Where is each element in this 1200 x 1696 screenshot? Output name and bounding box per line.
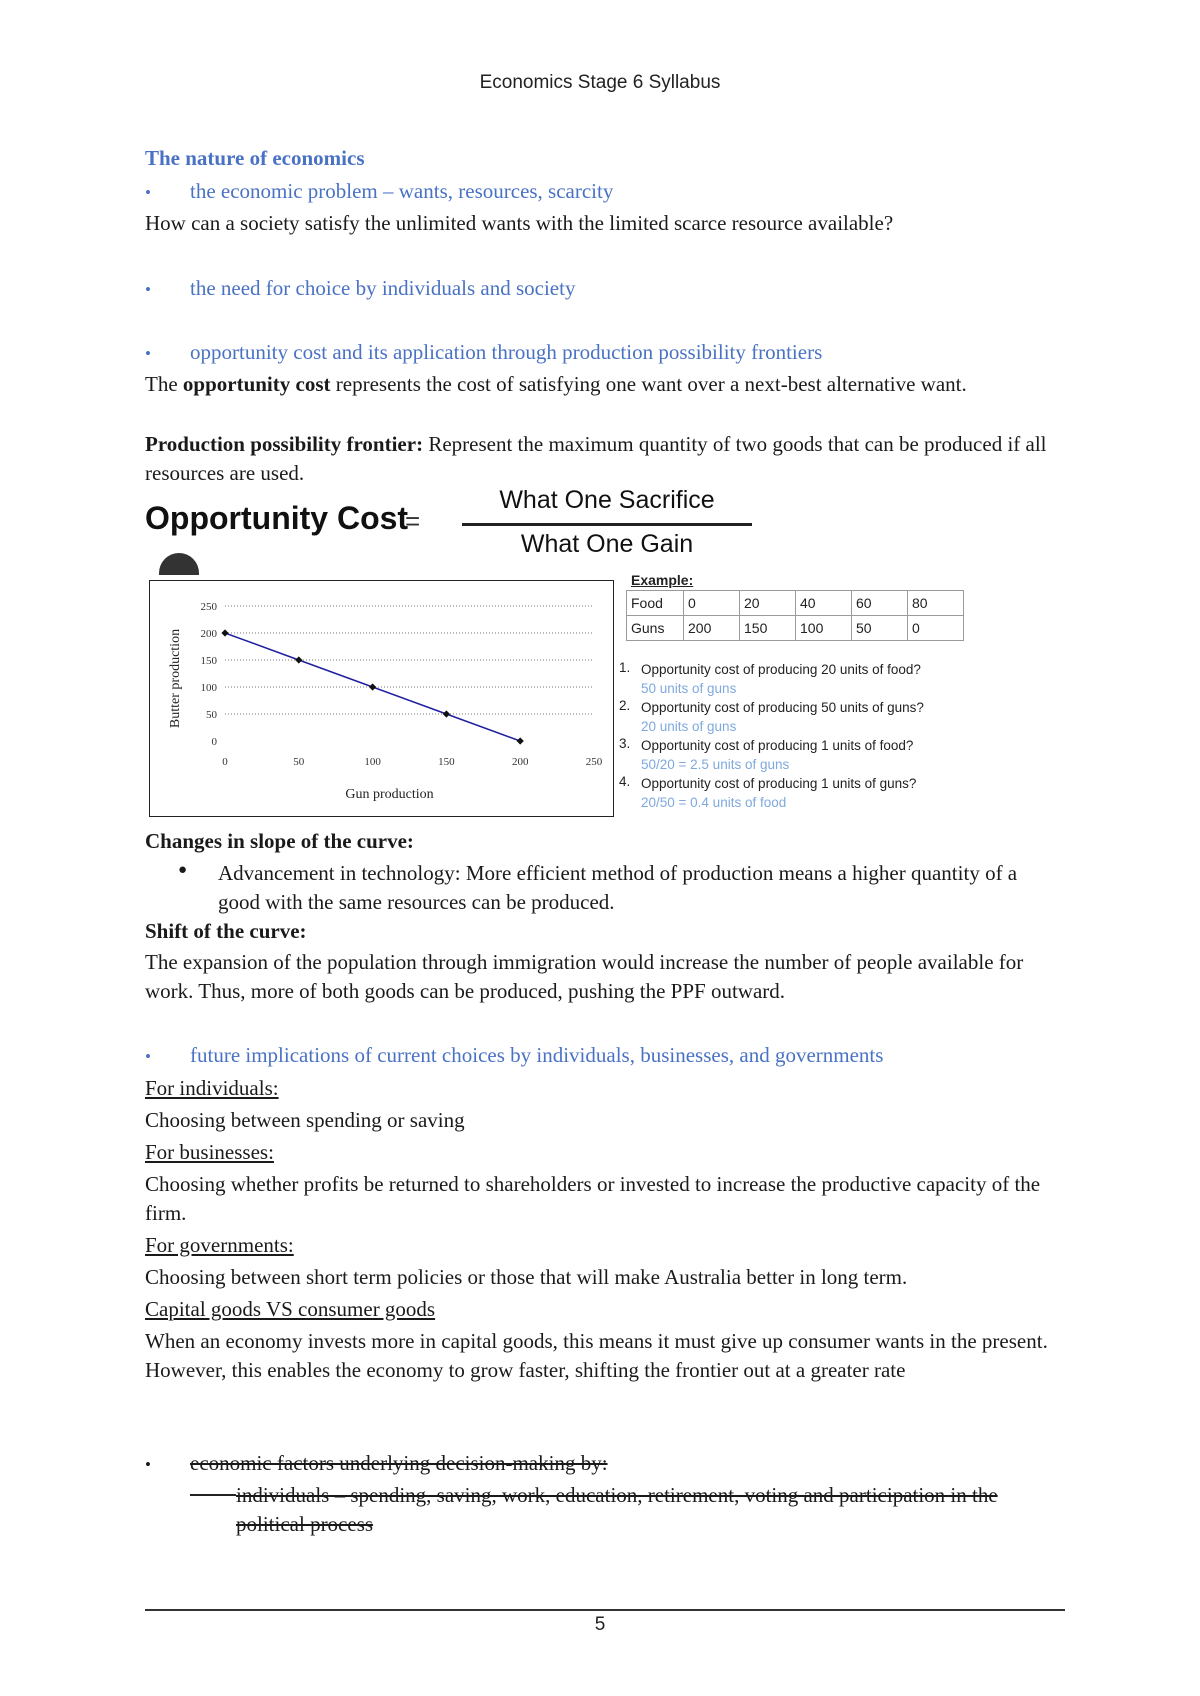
x-tick-label: 100 [364, 756, 381, 768]
row-header: Food [627, 591, 684, 616]
topic-2: the need for choice by individuals and society [190, 276, 576, 300]
data-point [443, 710, 450, 717]
ppf-term: Production possibility frontier: [145, 432, 424, 456]
question-text: Opportunity cost of producing 50 units of guns? [641, 700, 924, 715]
topic-bullet [145, 1449, 151, 1479]
slope-heading: Changes in slope of the curve: [145, 829, 414, 853]
topic-bullet [145, 274, 151, 304]
example-label: Example: [631, 572, 694, 588]
question-text: Opportunity cost of producing 1 units of food? [641, 738, 914, 753]
x-tick-label: 50 [293, 756, 305, 768]
formula-lhs: Opportunity Cost [145, 500, 409, 536]
question-answer: 20 units of guns [641, 719, 737, 734]
topic-bullet [145, 177, 151, 207]
slope-item: Advancement in technology: More efficient method of production means a higher quantity of a good with the same resources can be produced. [218, 861, 1018, 914]
table-cell: 150 [740, 616, 796, 641]
question-text: Opportunity cost of producing 20 units of food? [641, 662, 921, 677]
y-tick-label: 100 [200, 682, 217, 694]
y-tick-label: 150 [200, 655, 217, 667]
bullet-dot: • [145, 280, 151, 299]
bullet-dot: • [145, 1047, 151, 1066]
list-item [619, 774, 1001, 812]
question-answer: 50/20 = 2.5 units of guns [641, 757, 790, 772]
page-header: Economics Stage 6 Syllabus [479, 72, 721, 93]
data-point [369, 683, 376, 690]
footer-rule [145, 1609, 1065, 1611]
y-tick-label: 250 [200, 601, 217, 613]
opportunity-cost-definition [145, 370, 1065, 399]
fraction-bar [462, 523, 752, 526]
formula-numerator: What One Sacrifice [499, 486, 715, 514]
bullet-dot: • [145, 1455, 151, 1474]
ppf-chart-svg [150, 581, 613, 816]
def-pre: The [145, 372, 183, 396]
list-item [619, 660, 1001, 698]
x-tick-label: 200 [511, 756, 529, 768]
table-row [627, 591, 964, 616]
x-tick-label: 250 [585, 756, 603, 768]
question-text: Opportunity cost of producing 1 units of guns? [641, 776, 917, 791]
topic-4: future implications of current choices by individuals, businesses, and governments [190, 1043, 884, 1067]
capital-goods-text: When an economy invests more in capital goods, this means it must give up consumer wants in the present. However, this enables the economy to grow faster, shifting the frontier out at a greater rate [145, 1329, 1048, 1382]
y-tick-label: 200 [200, 628, 217, 640]
table-cell: 60 [852, 591, 908, 616]
shift-heading: Shift of the curve: [145, 919, 307, 943]
individuals-heading: For individuals: [145, 1076, 279, 1100]
table-cell: 200 [684, 616, 740, 641]
topic-bullet [145, 338, 151, 368]
bullet-dot: ● [178, 862, 188, 878]
table-cell: 100 [796, 616, 852, 641]
businesses-text: Choosing whether profits be returned to shareholders or invested to increase the productive capacity of the firm. [145, 1172, 1041, 1225]
capital-goods-heading: Capital goods VS consumer goods [145, 1297, 436, 1321]
list-item [619, 698, 1001, 736]
formula-denominator: What One Gain [520, 530, 694, 558]
x-tick-label: 150 [438, 756, 455, 768]
example-table [626, 590, 964, 641]
data-point [221, 629, 228, 636]
bullet-dot: • [145, 344, 151, 363]
ppf-chart [149, 580, 614, 817]
x-tick-label: 0 [222, 756, 228, 768]
section-title: The nature of economics [145, 146, 365, 170]
shift-text: The expansion of the population through immigration would increase the number of people available for work. Thus, more of both goods can be produced, pushing the PPF outward. [145, 950, 1024, 1003]
table-cell: 40 [796, 591, 852, 616]
topic-3: opportunity cost and its application through production possibility frontiers [190, 340, 823, 364]
table-cell: 20 [740, 591, 796, 616]
row-header: Guns [627, 616, 684, 641]
table-row [627, 616, 964, 641]
table-cell: 80 [908, 591, 964, 616]
topic-bullet [145, 1041, 151, 1071]
governments-text: Choosing between short term policies or those that will make Australia better in long term. [145, 1265, 908, 1289]
bullet-dot: • [145, 183, 151, 202]
x-axis-label: Gun production [345, 787, 434, 802]
question-answer: 20/50 = 0.4 units of food [641, 795, 787, 810]
topic-5: economic factors underlying decision-making by: [190, 1451, 608, 1475]
ppf-definition [145, 430, 1065, 488]
governments-heading: For governments: [145, 1233, 294, 1257]
question-number: 3. [619, 736, 631, 751]
table-cell: 0 [684, 591, 740, 616]
question-answer: 50 units of guns [641, 681, 737, 696]
question-number: 4. [619, 774, 631, 789]
individuals-text: Choosing between spending or saving [145, 1108, 465, 1132]
def-term: opportunity cost [182, 372, 331, 396]
question-number: 1. [619, 660, 631, 675]
data-point [517, 737, 524, 744]
businesses-heading: For businesses: [145, 1140, 274, 1164]
topic-1: the economic problem – wants, resources, scarcity [190, 179, 614, 203]
y-tick-label: 0 [211, 736, 217, 748]
struck-subitem: individuals – spending, saving, work, education, retirement, voting and participation in the political process [236, 1483, 998, 1536]
page-number: 5 [594, 1614, 606, 1635]
ppf-text: Represent the maximum quantity of two goods that can be produced if all resources are used. [145, 432, 1047, 485]
economic-problem-question: How can a society satisfy the unlimited wants with the limited scarce resource available? [145, 211, 894, 235]
table-cell: 50 [852, 616, 908, 641]
formula-equals: = [405, 506, 421, 536]
data-point [295, 656, 302, 663]
list-item [619, 736, 1001, 774]
decorative-arc [159, 553, 199, 575]
question-number: 2. [619, 698, 631, 713]
struck-dash [190, 1494, 236, 1496]
table-cell: 0 [908, 616, 964, 641]
y-tick-label: 50 [206, 709, 217, 721]
y-axis-label: Butter production [168, 628, 183, 729]
def-post: represents the cost of satisfying one want over a next-best alternative want. [330, 372, 967, 396]
example-questions [619, 660, 1001, 812]
